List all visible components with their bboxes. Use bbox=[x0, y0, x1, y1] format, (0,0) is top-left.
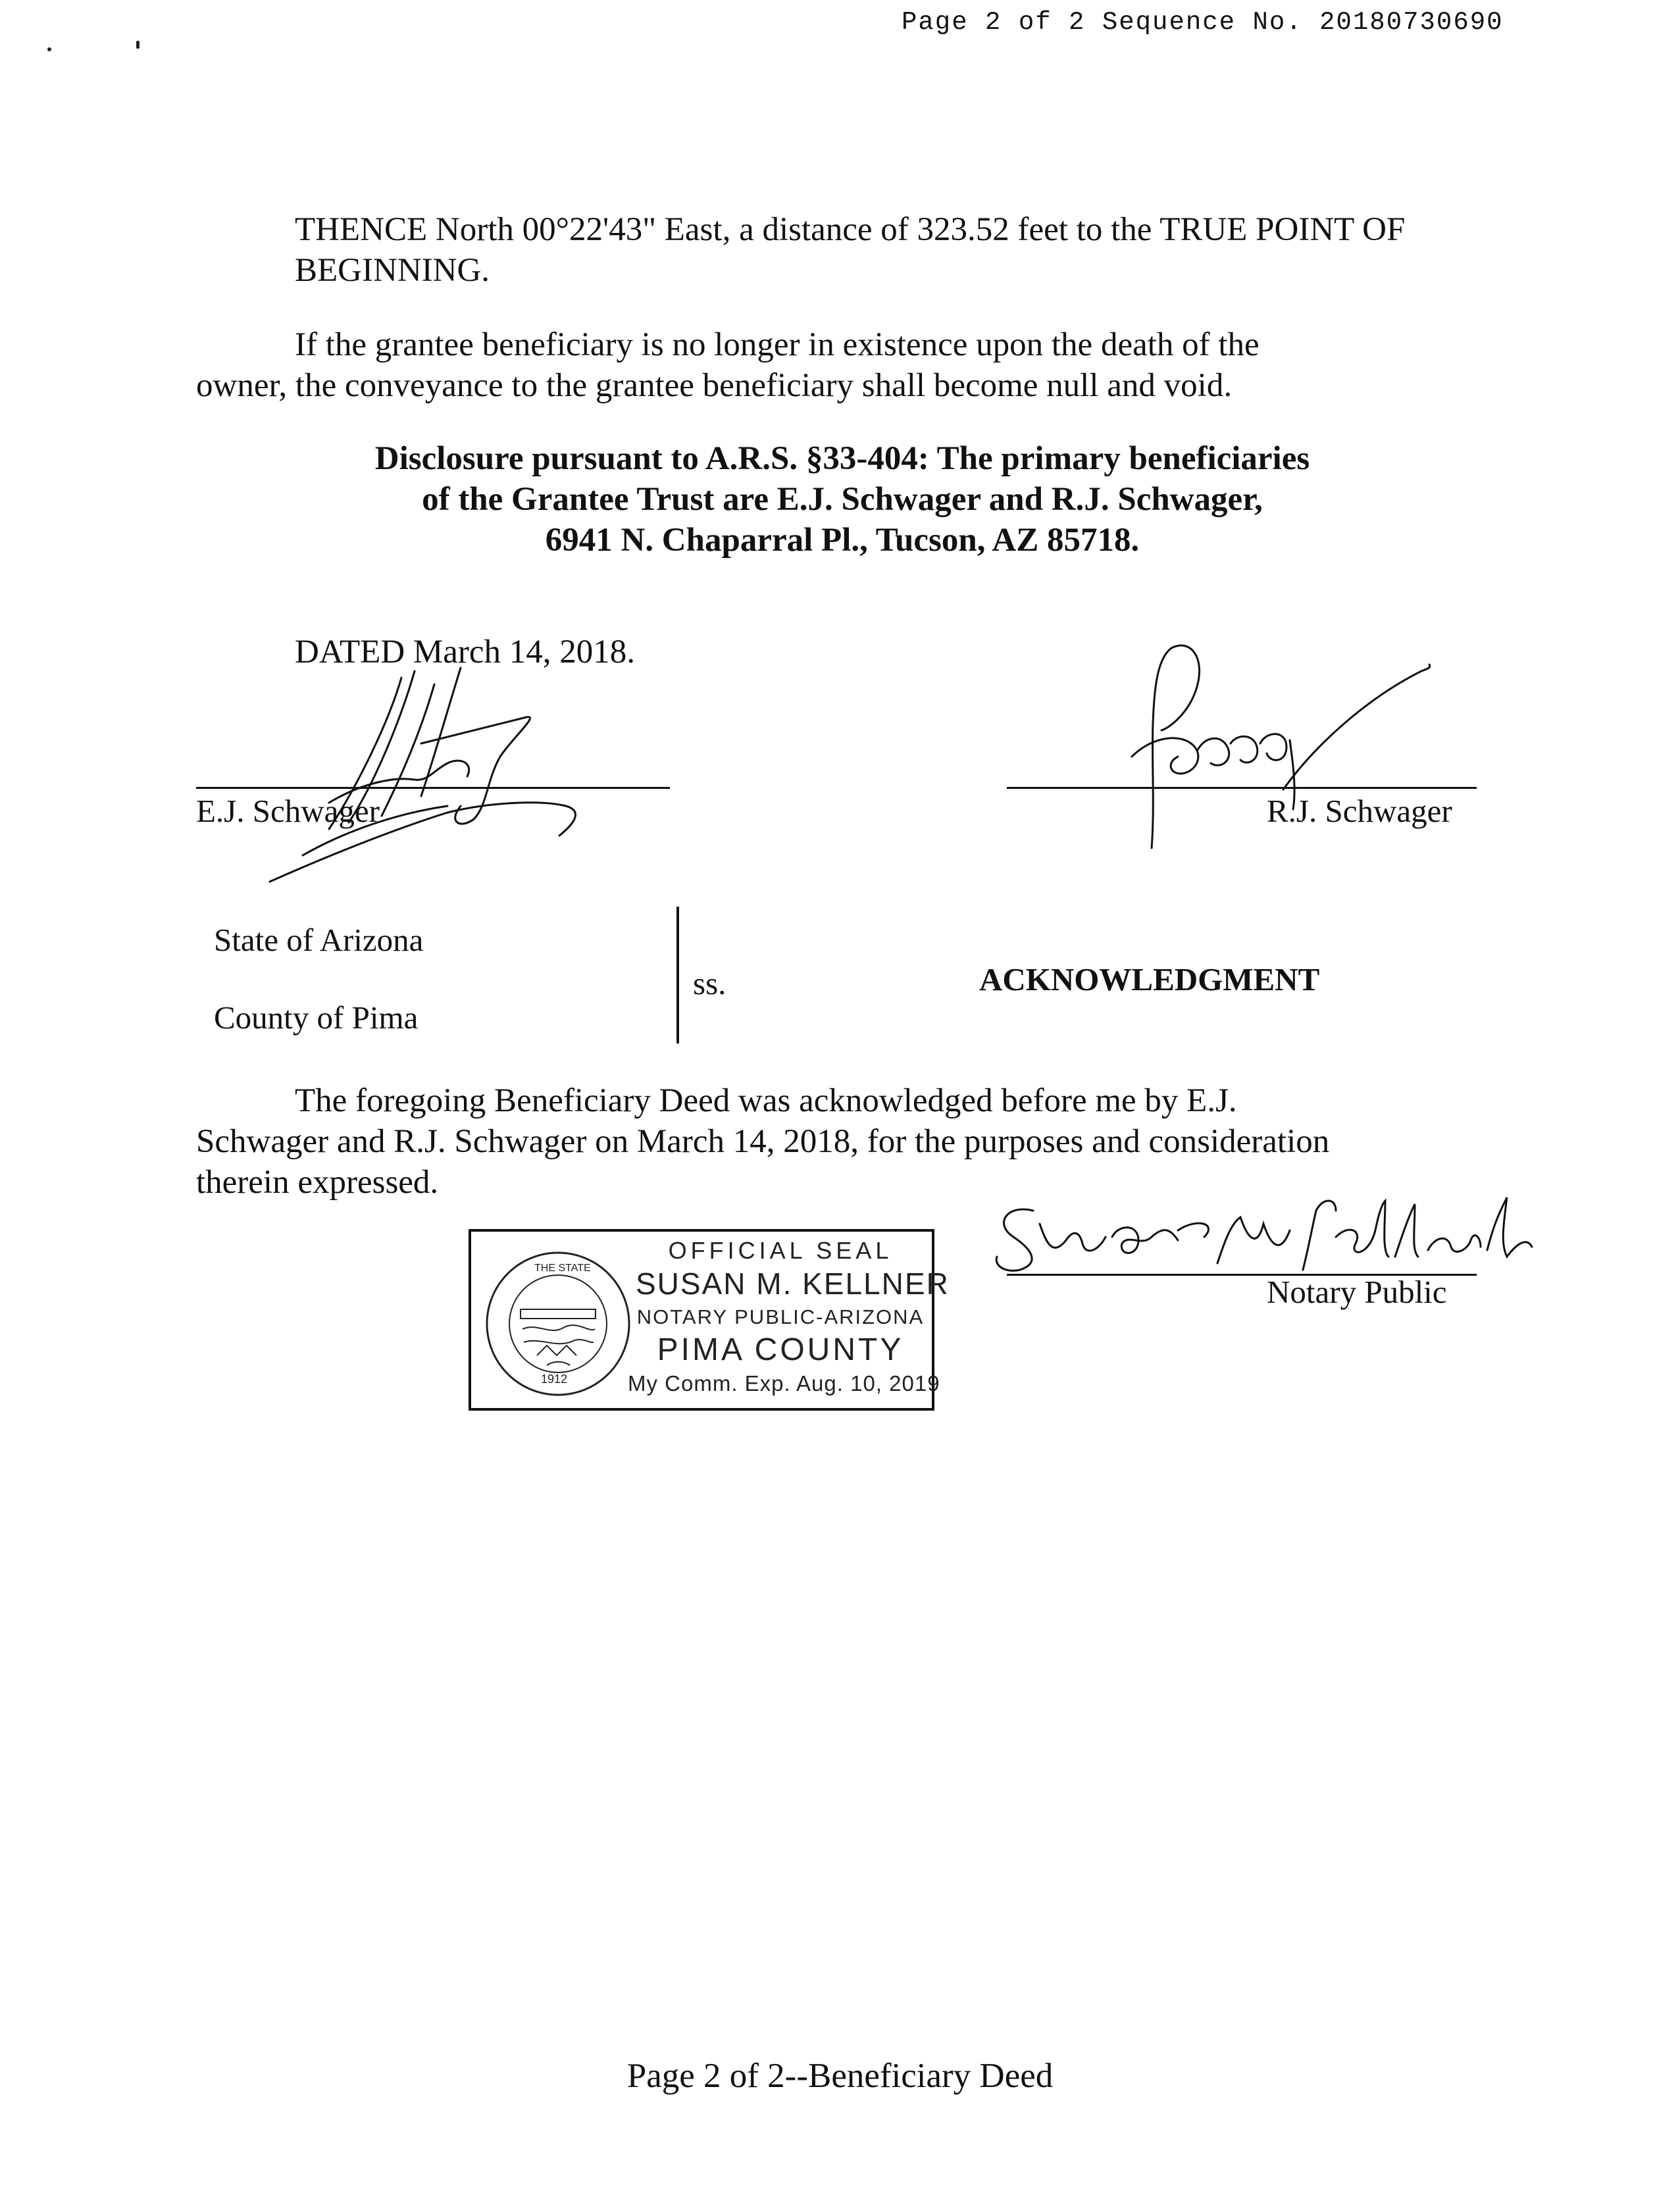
disclosure-line: Disclosure pursuant to A.R.S. §33-404: The primary beneficiaries bbox=[374, 440, 1310, 477]
rj-signature-line bbox=[1007, 787, 1477, 789]
grantee-clause-line: If the grantee beneficiary is no longer in existence upon the death of the bbox=[295, 326, 1260, 363]
notary-signature bbox=[980, 1184, 1533, 1276]
page-footer: Page 2 of 2--Beneficiary Deed bbox=[626, 2057, 1054, 2095]
grantee-clause-paragraph bbox=[196, 324, 1479, 406]
acknowledgment-line: Schwager and R.J. Schwager on March 14, 2018, for the purposes and consideration bbox=[196, 1123, 1330, 1160]
seal-commission-expiry: My Comm. Exp. Aug. 10, 2019 bbox=[628, 1371, 940, 1396]
ej-signature-line bbox=[196, 787, 670, 789]
disclosure-paragraph bbox=[197, 438, 1487, 561]
scan-speck bbox=[136, 41, 140, 49]
scan-speck bbox=[47, 47, 51, 51]
grantee-clause-line: owner, the conveyance to the grantee beneficiary shall become null and void. bbox=[196, 367, 1233, 404]
seal-ring-top: THE STATE bbox=[534, 1263, 591, 1274]
venue-county: County of Pima bbox=[214, 999, 419, 1036]
official-notary-seal bbox=[469, 1229, 950, 1411]
seal-heading: OFFICIAL SEAL bbox=[668, 1237, 893, 1264]
venue-ss: ss. bbox=[693, 965, 726, 1001]
rj-signatory-name: R.J. Schwager bbox=[1267, 793, 1452, 829]
ej-signatory-name: E.J. Schwager bbox=[196, 793, 380, 829]
great-seal-emblem bbox=[484, 1250, 632, 1397]
acknowledgment-line: The foregoing Beneficiary Deed was acknowledged before me by E.J. bbox=[295, 1082, 1237, 1119]
dated-line: DATED March 14, 2018. bbox=[295, 634, 635, 670]
notary-public-label: Notary Public bbox=[1267, 1274, 1447, 1310]
venue-bracket-line bbox=[676, 907, 679, 1044]
legal-description-paragraph: THENCE North 00°22'43" East, a distance of 323.52 feet to the TRUE POINT OF BEGINNING. bbox=[295, 211, 1406, 289]
ej-schwager-signature bbox=[250, 665, 619, 888]
seal-notary-title: NOTARY PUBLIC-ARIZONA bbox=[636, 1305, 925, 1328]
acknowledgment-title: ACKNOWLEDGMENT bbox=[979, 961, 1320, 997]
disclosure-line: of the Grantee Trust are E.J. Schwager and R.J. Schwager, bbox=[422, 481, 1263, 518]
venue-state: State of Arizona bbox=[214, 922, 424, 958]
seal-year: 1912 bbox=[541, 1372, 568, 1386]
page-sequence-header: Page 2 of 2 Sequence No. 20180730690 bbox=[902, 8, 1504, 37]
seal-notary-name: SUSAN M. KELLNER bbox=[636, 1267, 950, 1301]
acknowledgment-line: therein expressed. bbox=[196, 1164, 439, 1201]
seal-county: PIMA COUNTY bbox=[657, 1332, 904, 1367]
disclosure-line: 6941 N. Chaparral Pl., Tucson, AZ 85718. bbox=[545, 522, 1140, 559]
